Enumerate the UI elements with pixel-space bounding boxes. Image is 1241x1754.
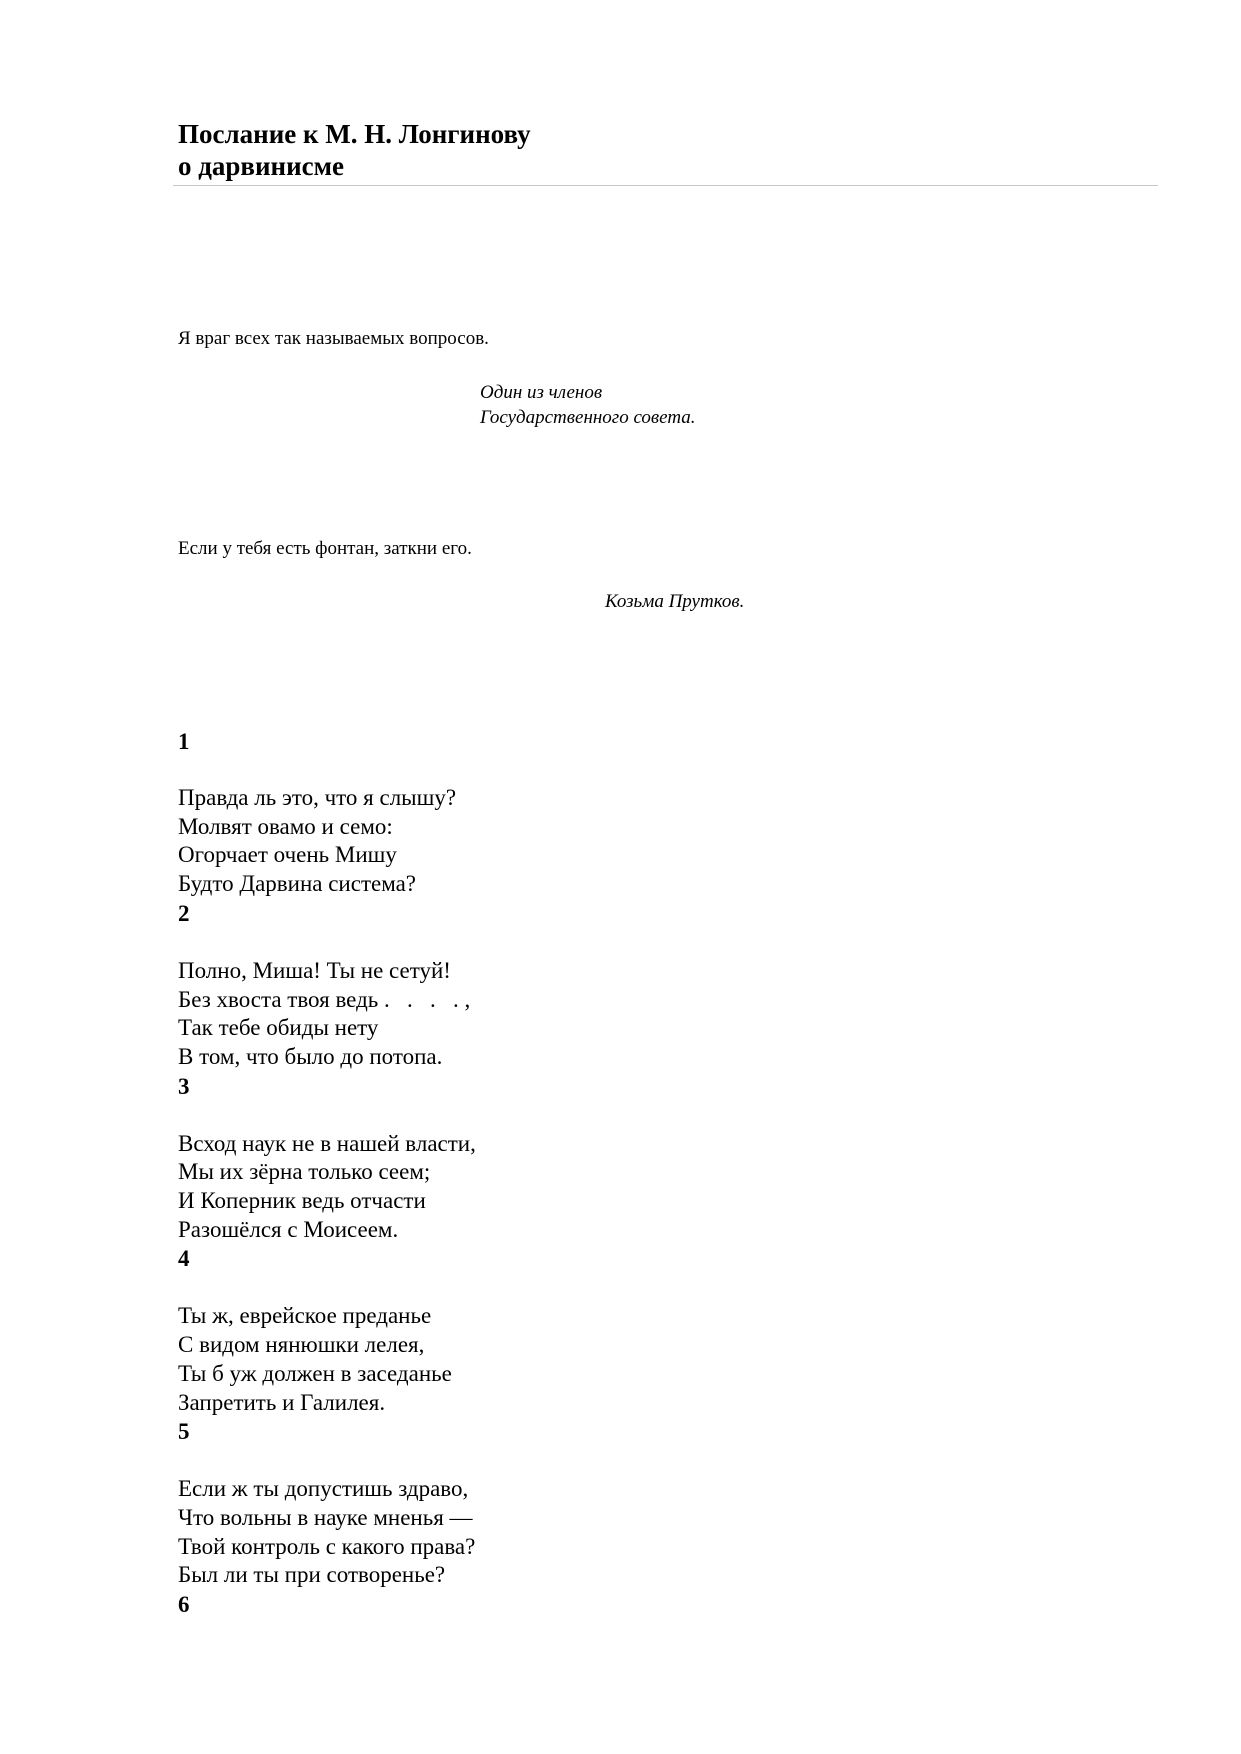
verse-line: Так тебе обиды нету	[178, 1015, 379, 1041]
epigraph-1-attribution	[480, 380, 696, 430]
verse-line: Без хвоста твоя ведь . . . . ,	[178, 986, 471, 1012]
verse-line: Будто Дарвина система?	[178, 871, 417, 897]
stanza-number: 3	[178, 1073, 190, 1099]
verse-line: Полно, Миша! Ты не сетуй!	[178, 957, 451, 983]
verse-line: Молвят овамо и семо:	[178, 813, 393, 839]
page-title	[178, 118, 1158, 182]
stanza-number: 2	[178, 900, 190, 926]
verse-line: Если ж ты допустишь здраво,	[178, 1476, 469, 1502]
verse-line: Ты б уж должен в заседанье	[178, 1360, 452, 1386]
epigraph-1-text: Я враг всех так называемых вопросов.	[178, 328, 489, 349]
verse-line: Твой контроль с какого права?	[178, 1533, 476, 1559]
stanza-number: 1	[178, 729, 190, 754]
verse-line: Что вольны в науке мненья —	[178, 1504, 473, 1530]
epigraph-1-attribution-line-1: Один из членов	[480, 382, 603, 403]
verse-line: С видом нянюшки лелея,	[178, 1332, 425, 1358]
verse-line: Был ли ты при сотворенье?	[178, 1562, 446, 1588]
epigraph-2-attribution	[605, 589, 744, 614]
title-line-1: Послание к М. Н. Лонгинову	[178, 119, 531, 149]
verse-line: Огорчает очень Мишу	[178, 842, 397, 868]
verse-line: Мы их зёрна только сеем;	[178, 1159, 431, 1185]
verse-line: Всход наук не в нашей власти,	[178, 1130, 476, 1156]
stanza-number: 6	[178, 1592, 190, 1618]
title-line-2: о дарвинисме	[178, 151, 345, 181]
verse-line: Запретить и Галилея.	[178, 1389, 386, 1415]
verse-line: В том, что было до потопа.	[178, 1043, 443, 1069]
verse-line: И Коперник ведь отчасти	[178, 1188, 426, 1214]
stanza-number: 5	[178, 1419, 190, 1445]
poem-body	[178, 727, 1078, 1619]
stanza-number: 4	[178, 1246, 190, 1272]
epigraph-2-text: Если у тебя есть фонтан, заткни его.	[178, 538, 472, 559]
verse-line: Разошёлся с Моисеем.	[178, 1216, 399, 1242]
title-divider	[173, 185, 1158, 186]
verse-line: Правда ль это, что я слышу?	[178, 785, 457, 810]
epigraph-1-attribution-line-2: Государственного совета.	[480, 407, 696, 428]
verse-line: Ты ж, еврейское преданье	[178, 1303, 432, 1329]
epigraph-2-attribution-line-1: Козьма Прутков.	[605, 591, 745, 612]
